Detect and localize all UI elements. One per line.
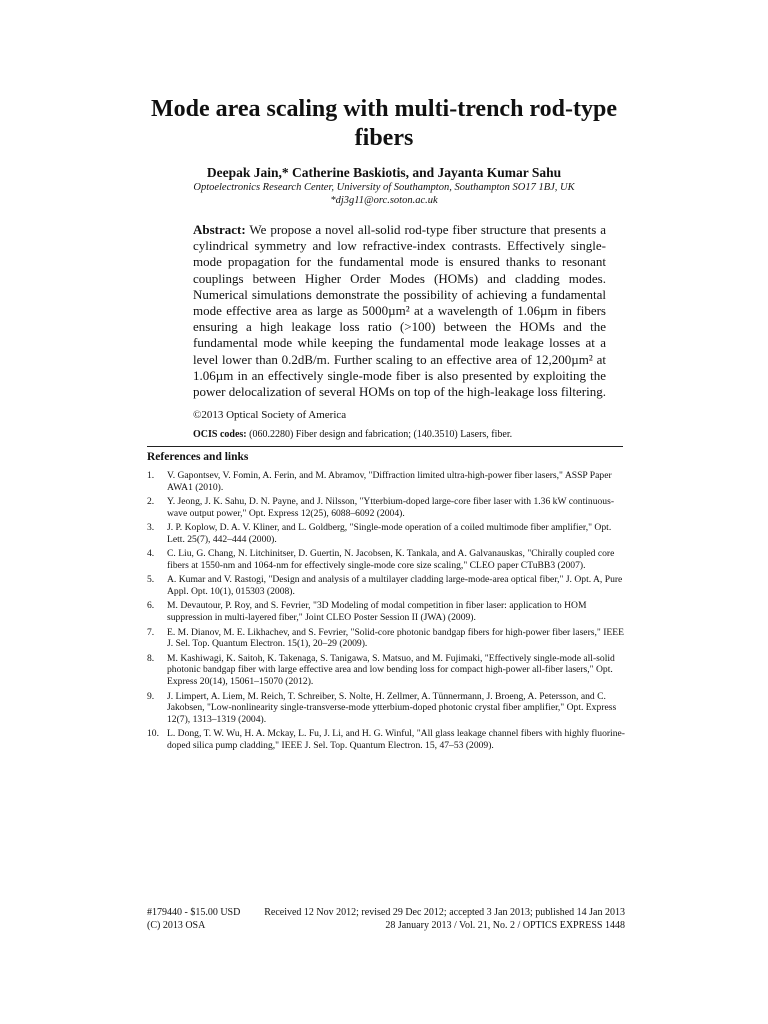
reference-number: 7. xyxy=(147,626,155,638)
footer-copyright: (C) 2013 OSA xyxy=(147,920,206,931)
reference-text: E. M. Dianov, M. E. Likhachev, and S. Fevrier, "Solid-core photonic bandgap fibers for high-power fiber lasers," IEEE J. Sel. Top. Quantum Electron. 15(1), 20–29 (2009). xyxy=(167,626,624,650)
copyright-notice: ©2013 Optical Society of America xyxy=(193,409,347,421)
footer-received-dates: Received 12 Nov 2012; revised 29 Dec 2012; accepted 3 Jan 2013; published 14 Jan 2013 xyxy=(264,907,625,918)
footer-doc-id: #179440 - $15.00 USD xyxy=(147,907,241,918)
author-list: Deepak Jain,* Catherine Baskiotis, and Jayanta Kumar Sahu xyxy=(206,165,562,180)
page-footer xyxy=(147,906,625,932)
reference-text: A. Kumar and V. Rastogi, "Design and analysis of a multilayer cladding large-mode-area optical fiber," J. Opt. A, Pure Appl. Opt. 10(1), 015303 (2008). xyxy=(167,574,623,598)
reference-text: V. Gapontsev, V. Fomin, A. Ferin, and M. Abramov, "Diffraction limited ultra-high-power fiber lasers," ASSP Paper AWA1 (2010). xyxy=(167,470,612,493)
ocis-codes xyxy=(193,428,512,441)
reference-text: M. Devautour, P. Roy, and S. Fevrier, "3D Modeling of modal competition in fiber laser: application to HOM suppression in multi-layered fiber," Joint CLEO Poster Session II (JWA) (2009). xyxy=(167,600,587,624)
reference-number: 3. xyxy=(147,522,155,534)
reference-item xyxy=(147,653,625,688)
reference-text: J. Limpert, A. Liem, M. Reich, T. Schreiber, S. Nolte, H. Zellmer, A. Tünnermann, J. Broeng, A. Petersson, and C. Jakobsen, "Low-nonlinearity single-transverse-mode ytterbium-doped photonic crystal fiber amplifier," Opt. Express 12(7), 1313–1319 (2004). xyxy=(167,690,617,726)
reference-item xyxy=(147,470,625,494)
reference-item xyxy=(147,600,625,624)
reference-text: L. Dong, T. W. Wu, H. A. Mckay, L. Fu, J. Li, and H. G. Winful, "All glass leakage channel fibers with highly fluorine-doped silica pump cladding," IEEE J. Sel. Top. Quantum Electron. 15, 47–53 (2009). xyxy=(167,728,625,752)
reference-item xyxy=(147,574,625,598)
reference-number: 6. xyxy=(147,600,155,612)
footer-journal-info: 28 January 2013 / Vol. 21, No. 2 / OPTICS EXPRESS 1448 xyxy=(385,920,625,931)
reference-item xyxy=(147,548,625,572)
reference-text: J. P. Koplow, D. A. V. Kliner, and L. Goldberg, "Single-mode operation of a coiled multimode fiber amplifier," Opt. Lett. 25(7), 442–444 (2000). xyxy=(167,522,612,545)
ocis-label: OCIS codes: xyxy=(193,429,247,440)
ocis-text: (060.2280) Fiber design and fabrication; (140.3510) Lasers, fiber. xyxy=(249,429,513,440)
reference-text: Y. Jeong, J. K. Sahu, D. N. Payne, and J. Nilsson, "Ytterbium-doped large-core fiber laser with 1.36 kW continuous-wave output power," Opt. Express 12(25), 6088–6092 (2004). xyxy=(167,496,615,519)
abstract-text: We propose a novel all-solid rod-type fiber structure that presents a cylindrical symmetry and low refractive-index contrasts. Effectively single-mode propagation for the fundamental mode is ensured thanks to resonant couplings between Higher Order Modes (HOMs) and cladding modes. Numerical simulations demonstrate the possibility of achieving a fundamental mode effective area as large as 5000µm² at a wavelength of 1.06µm in fibers ensuring a high leakage loss ratio (>100) between the HOMs and the fundamental mode while keeping the fundamental mode leakage losses at a level lower than 0.2dB/m. Further scaling to an effective area of 12,200µm² at 1.06µm in an effectively single-mode fiber is also presented by exploiting the power delocalization of several HOMs on top of the high-leakage loss filtering. xyxy=(193,222,607,400)
reference-number: 9. xyxy=(147,690,155,702)
reference-number: 8. xyxy=(147,652,155,664)
reference-item xyxy=(147,627,625,651)
reference-item xyxy=(147,691,625,726)
paper-title: Mode area scaling with multi-trench rod-type fibers xyxy=(151,96,617,151)
author-email: *dj3g11@orc.soton.ac.uk xyxy=(330,195,438,206)
affiliation-block xyxy=(145,181,623,207)
abstract-label: Abstract: xyxy=(193,222,246,237)
reference-number: 2. xyxy=(147,496,155,508)
reference-item xyxy=(147,728,625,752)
reference-text: C. Liu, G. Chang, N. Litchinitser, D. Guertin, N. Jacobsen, K. Tankala, and A. Galvanauskas, "Chirally coupled core fibers at 1550-nm and 1064-nm for effectively single-mode core size scaling," CLEO paper CTuBB3 (2007). xyxy=(167,548,615,572)
reference-item xyxy=(147,522,625,546)
reference-list xyxy=(147,470,625,755)
references-heading: References and links xyxy=(147,446,623,464)
reference-number: 4. xyxy=(147,548,155,560)
reference-number: 1. xyxy=(147,470,155,481)
reference-text: M. Kashiwagi, K. Saitoh, K. Takenaga, S. Tanigawa, S. Matsuo, and M. Fujimaki, "Effectively single-mode all-solid photonic bandgap fiber with large effective area and low bending loss for compact high-power all-fiber lasers," Opt. Express 20(14), 15061–15070 (2012). xyxy=(167,652,615,688)
abstract xyxy=(193,222,606,400)
reference-item xyxy=(147,496,625,520)
reference-number: 5. xyxy=(147,574,155,586)
affiliation: Optoelectronics Research Center, University of Southampton, Southampton SO17 1BJ, UK xyxy=(193,182,575,193)
reference-number: 10. xyxy=(147,728,159,740)
